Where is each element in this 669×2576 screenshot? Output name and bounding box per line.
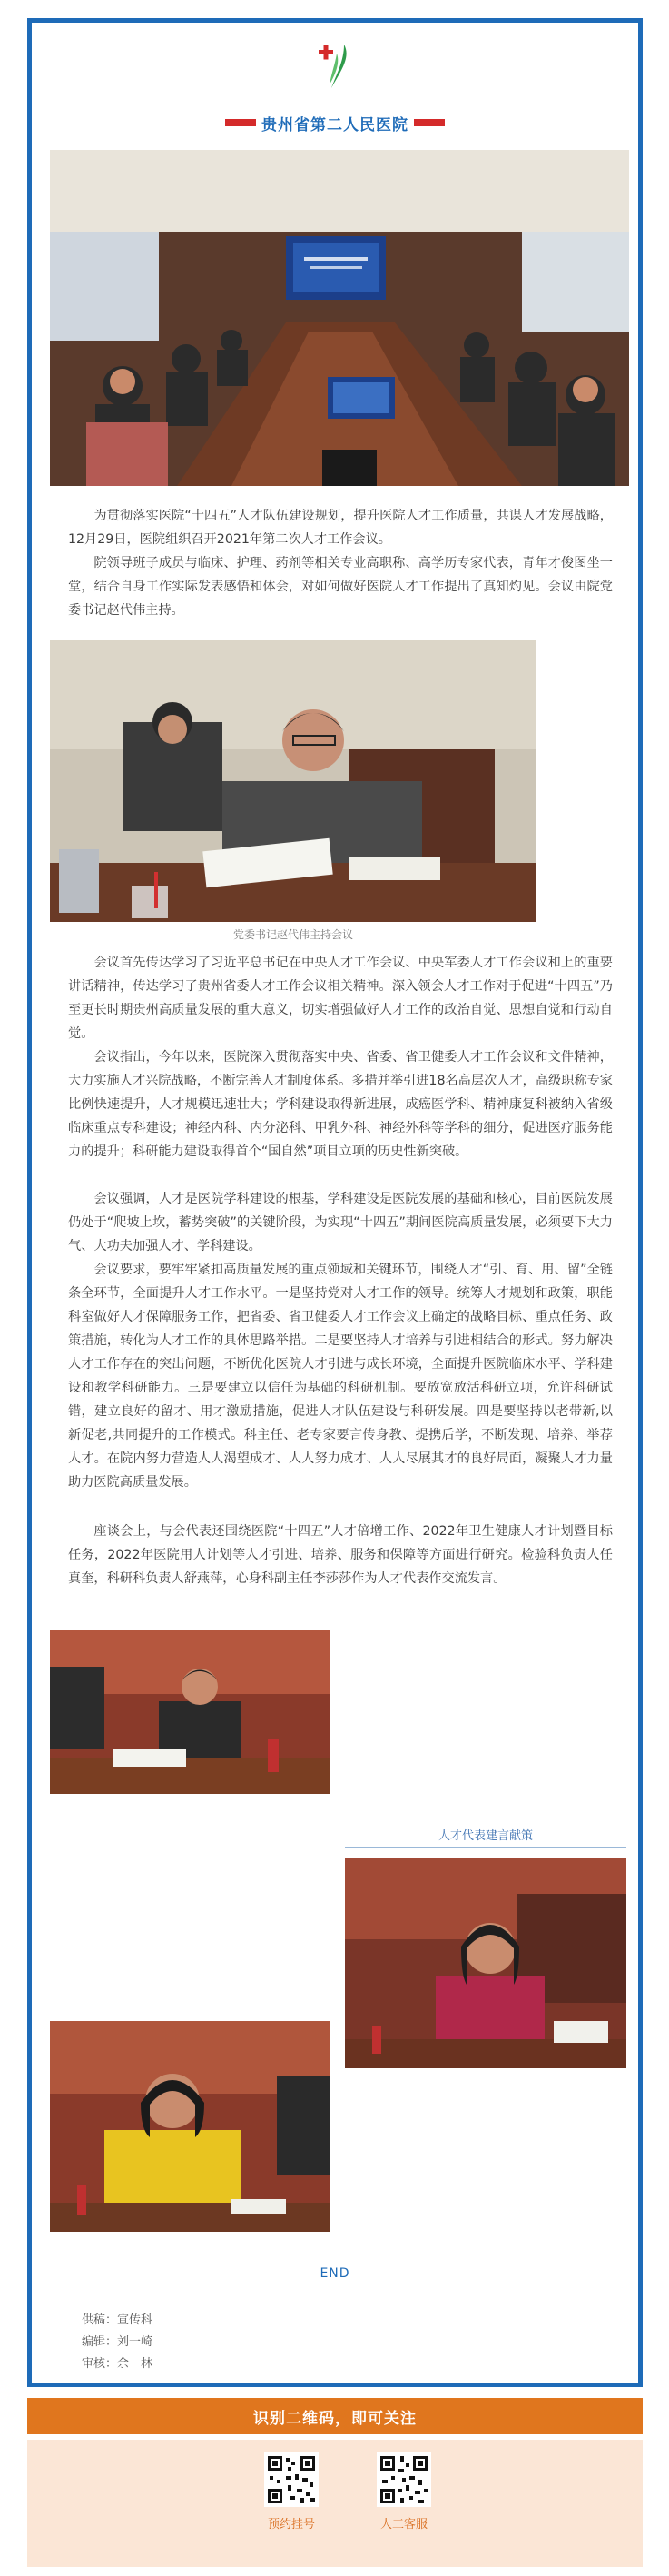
meeting-room-photo — [50, 150, 629, 486]
talent-photo-3 — [50, 2021, 330, 2232]
hospital-title — [32, 109, 638, 136]
caption-divider — [345, 1847, 626, 1848]
paragraph-3: 会议首先传达学习了习近平总书记在中央人才工作会议、中央军委人才工作会议和上的重要讲话精神，传达学习了贵州省委人才工作会议相关精神。深入领会人才工作对于促进“十四五”乃至更长时期贵州高质量发展的重大意义，切实增强做好人才工作的政治自觉、思想自觉和行动自觉。 — [68, 956, 613, 1041]
qr-card-service[interactable] — [363, 2452, 445, 2531]
title-bar-left — [225, 119, 256, 126]
paragraph-6: 会议要求，要牢牢紧扣高质量发展的重点领域和关键环节，围绕人才“引、育、用、留”全链条全环节，全面提升人才工作水平。一是坚持党对人才工作的领导。统筹人才规划和政策，职能科室做好人才保障服务工作，把省委、省卫健委人才工作会议上确定的战略目标、重点任务、政策措施，转化为人才工作的具体思路举措。二是要坚持人才培养与引进相结合的形式。努力解决人才工作存在的突出问题，不断优化医院人才引进与成长环境，全面提升医院临床水平、学科建设和教学科研能力。三是要建立以信任为基础的科研机制。要放宽放活科研立项，允许科研试错，建立良好的留才、用才激励措施，促进人才队伍建设与科研发展。四是要坚持以老带新,以新促老,共同提升的工作模式。科主任、老专家要言传身教、提携后学，不断发现、培养、举荐人才。在院内努力营造人人渴望成才、人人努力成才、人人尽展其才的良好局面，凝聚人才力量助力医院高质量发展。 — [68, 1263, 613, 1490]
end-mark: END — [320, 2266, 350, 2281]
qr-code-icon[interactable] — [264, 2452, 319, 2507]
credits — [82, 2310, 152, 2375]
credit-editor: 编辑：刘一崎 — [82, 2335, 153, 2349]
paragraph-7: 座谈会上，与会代表还围绕医院“十四五”人才倍增工作、2022年卫生健康人才计划暨目标任务，2022年医院用人计划等人才引进、培养、服务和保障等方面进行研究。检验科负责人任真奎，科研科负责人舒燕萍，心身科副主任李莎莎作为人才代表作交流发言。 — [68, 1524, 613, 1586]
qr-code-icon[interactable] — [377, 2452, 431, 2507]
paragraph-4: 会议指出，今年以来，医院深入贯彻落实中央、省委、省卫健委人才工作会议和文件精神，大力实施人才兴院战略，不断完善人才制度体系。多措并举引进18名高层次人才，高级职称专家比例快速提升，人才规模迅速壮大；学科建设取得新进展，成癌医学科、精神康复科被纳入省级临床重点专科建设；神经内科、内分泌科、甲乳外科、神经外科等学科的细分，促进医疗服务能力的提升；科研能力建设取得首个“国自然”项目立项的历史性新突破。 — [68, 1050, 613, 1159]
secretary-photo — [50, 640, 536, 922]
paragraph-1: 为贯彻落实医院“十四五”人才队伍建设规划，提升医院人才工作质量，共谋人才发展战略，12月29日，医院组织召开2021年第二次人才工作会议。 — [68, 509, 613, 547]
follow-banner-text: 识别二维码，即可关注 — [253, 2409, 417, 2428]
paragraph-5: 会议强调，人才是医院学科建设的根基，学科建设是医院发展的基础和核心，目前医院发展仍处于“爬坡上坎，蓄势突破”的关键阶段，为实现“十四五”期间医院高质量发展，必须要下大力气、大功夫加强人才、学科建设。 — [68, 1192, 613, 1253]
credit-review: 审核：余 林 — [82, 2357, 153, 2371]
qr-card-appointment[interactable] — [251, 2452, 332, 2531]
title-bar-right — [414, 119, 445, 126]
talent-photo-1 — [50, 1630, 330, 1794]
photo-caption-secretary: 党委书记赵代伟主持会议 — [232, 928, 353, 941]
credit-supply: 供稿：宣传科 — [82, 2313, 153, 2327]
article-frame — [27, 18, 643, 2387]
hospital-logo-icon — [317, 41, 353, 92]
qr-zone — [27, 2440, 643, 2567]
paragraph-2: 院领导班子成员与临床、护理、药剂等相关专业高职称、高学历专家代表，青年才俊图坐一堂，结合自身工作实际发表感悟和体会，对如何做好医院人才工作提出了真知灼见。会议由院党委书记赵代伟主持。 — [68, 556, 613, 618]
qr-label-appointment: 预约挂号 — [267, 2518, 315, 2531]
talent-photo-2 — [345, 1858, 626, 2068]
qr-label-service: 人工客服 — [379, 2518, 428, 2531]
follow-banner — [27, 2398, 643, 2434]
photo-caption-talent: 人才代表建言献策 — [438, 1829, 533, 1843]
hospital-logo — [32, 41, 638, 95]
hospital-name: 贵州省第二人民医院 — [261, 115, 408, 134]
